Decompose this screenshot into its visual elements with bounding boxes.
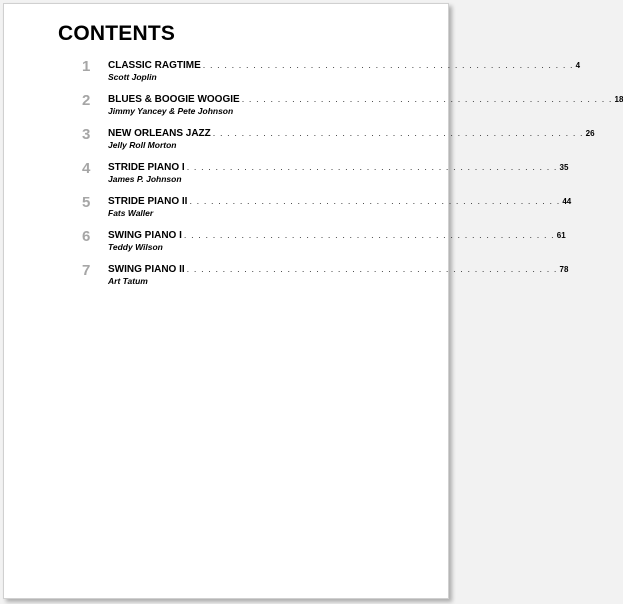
toc-entry[interactable] <box>4 228 566 264</box>
chapter-artist: Fats Waller <box>108 208 154 218</box>
chapter-title: SWING PIANO II <box>108 264 185 275</box>
dot-leader: . . . . . . . . . . . . . . . . . . . . . . . . . . . . . . . . . . . . . . . . . . . . . . . . . . . . <box>212 128 584 138</box>
chapter-artist: Art Tatum <box>108 276 148 286</box>
chapter-number: 4 <box>82 160 91 177</box>
page-number: 61 <box>556 231 566 240</box>
chapter-title: STRIDE PIANO II <box>108 196 188 207</box>
chapter-number: 3 <box>82 126 91 143</box>
toc-entry[interactable] <box>4 92 623 128</box>
dot-leader: . . . . . . . . . . . . . . . . . . . . . . . . . . . . . . . . . . . . . . . . . . . . . . . . . . . . <box>202 60 574 70</box>
chapter-title: NEW ORLEANS JAZZ <box>108 128 211 139</box>
toc-entry-line <box>108 128 595 139</box>
toc-entry-line <box>108 230 566 241</box>
toc-entry[interactable] <box>4 126 595 162</box>
dot-leader: . . . . . . . . . . . . . . . . . . . . . . . . . . . . . . . . . . . . . . . . . . . . . . . . . . . . <box>186 162 558 172</box>
page-number: 18 <box>614 95 623 104</box>
document-page <box>3 3 623 599</box>
chapter-number: 1 <box>82 58 91 75</box>
page-number: 26 <box>585 129 595 138</box>
toc-entry-line <box>108 60 581 71</box>
toc-entry-line <box>108 94 623 105</box>
toc-entry[interactable] <box>4 262 569 298</box>
chapter-artist: Jimmy Yancey & Pete Johnson <box>108 106 234 116</box>
toc-entry[interactable] <box>4 58 581 94</box>
chapter-artist: Jelly Roll Morton <box>108 140 177 150</box>
chapter-title: CLASSIC RAGTIME <box>108 60 201 71</box>
toc-entry-line <box>108 196 572 207</box>
page-number: 78 <box>559 265 569 274</box>
chapter-number: 2 <box>82 92 91 109</box>
toc-entry-line <box>108 162 569 173</box>
contents-title: CONTENTS <box>58 22 176 45</box>
page-number: 4 <box>575 61 581 70</box>
toc-entry-line <box>108 264 569 275</box>
chapter-number: 7 <box>82 262 91 279</box>
chapter-title: STRIDE PIANO I <box>108 162 185 173</box>
page-number: 35 <box>559 163 569 172</box>
chapter-artist: Scott Joplin <box>108 72 157 82</box>
dot-leader: . . . . . . . . . . . . . . . . . . . . . . . . . . . . . . . . . . . . . . . . . . . . . . . . . . . . <box>186 264 558 274</box>
dot-leader: . . . . . . . . . . . . . . . . . . . . . . . . . . . . . . . . . . . . . . . . . . . . . . . . . . . . <box>183 230 555 240</box>
page-number: 44 <box>562 197 572 206</box>
chapter-artist: James P. Johnson <box>108 174 182 184</box>
toc-entry[interactable] <box>4 194 572 230</box>
chapter-number: 6 <box>82 228 91 245</box>
chapter-title: SWING PIANO I <box>108 230 182 241</box>
dot-leader: . . . . . . . . . . . . . . . . . . . . . . . . . . . . . . . . . . . . . . . . . . . . . . . . . . . . <box>189 196 561 206</box>
chapter-title: BLUES & BOOGIE WOOGIE <box>108 94 240 105</box>
dot-leader: . . . . . . . . . . . . . . . . . . . . . . . . . . . . . . . . . . . . . . . . . . . . . . . . . . . . <box>241 94 613 104</box>
chapter-number: 5 <box>82 194 91 211</box>
chapter-artist: Teddy Wilson <box>108 242 163 252</box>
toc-entry[interactable] <box>4 160 569 196</box>
